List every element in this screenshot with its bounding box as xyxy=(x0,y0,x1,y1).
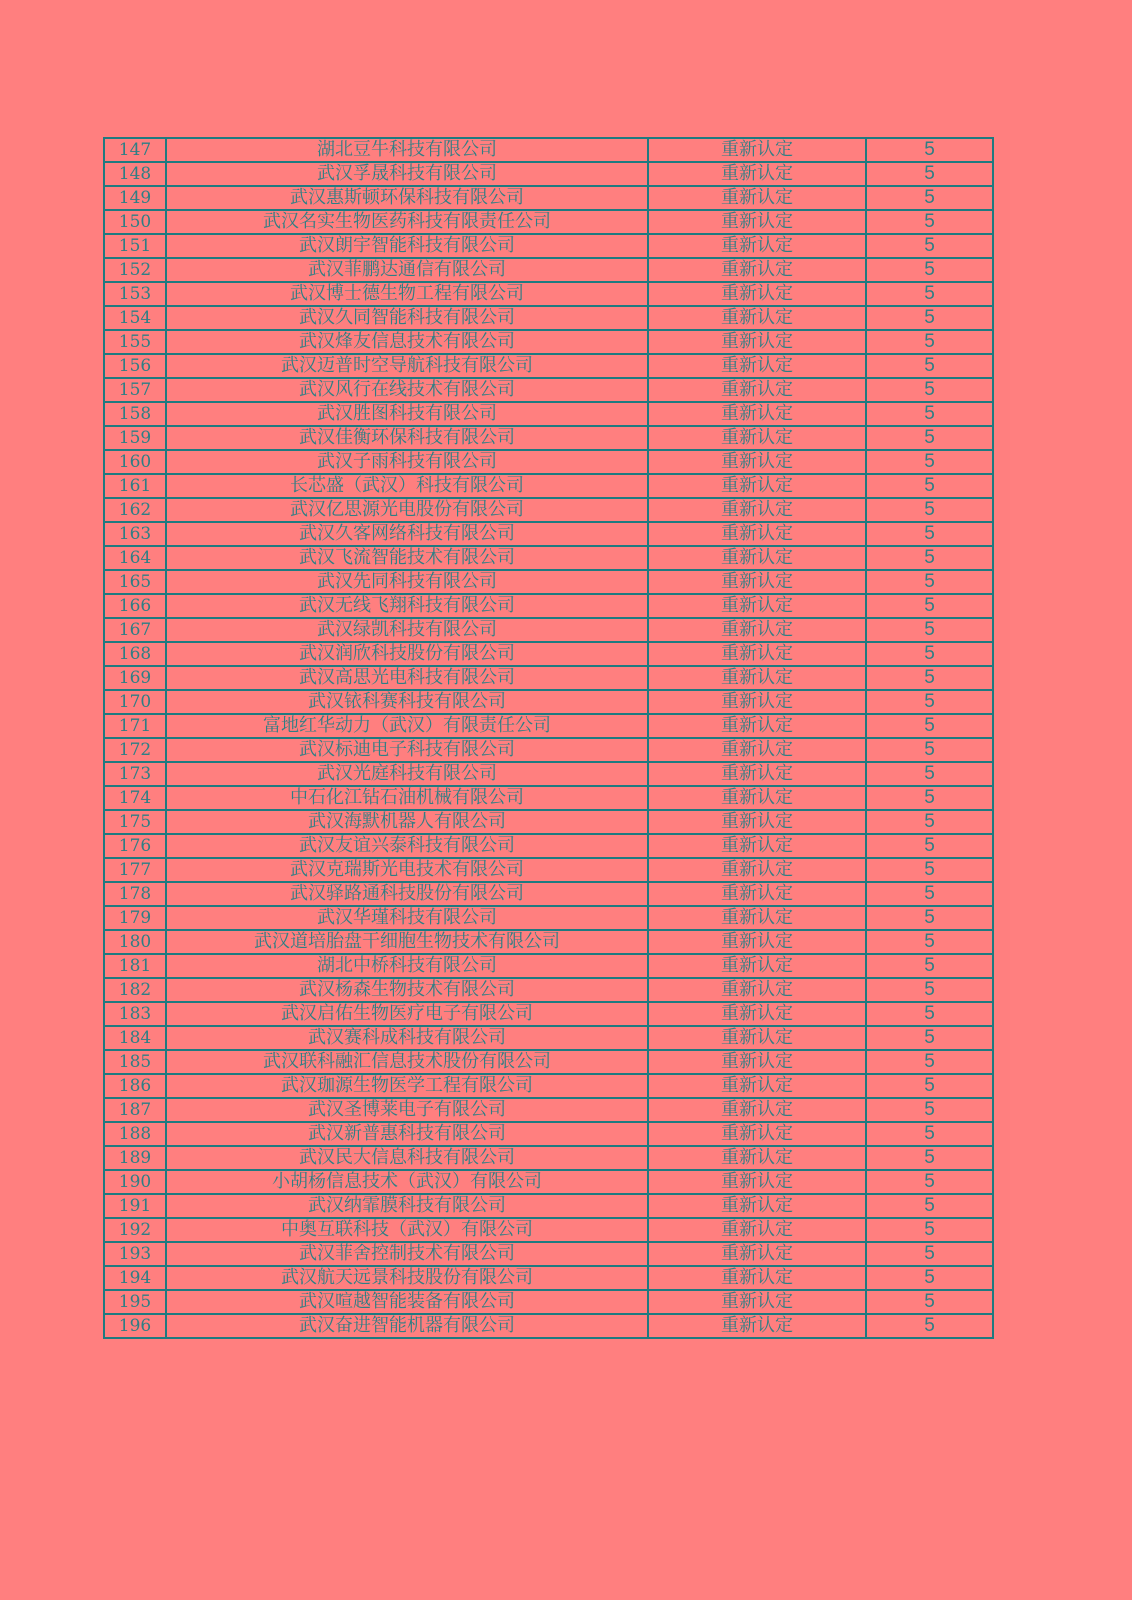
table-row xyxy=(104,1218,993,1242)
certification-type-cell: 重新认定 xyxy=(648,234,866,258)
company-name-cell: 武汉光庭科技有限公司 xyxy=(166,762,648,786)
company-name-cell: 武汉风行在线技术有限公司 xyxy=(166,378,648,402)
table-row xyxy=(104,1290,993,1314)
company-name-cell: 武汉烽友信息技术有限公司 xyxy=(166,330,648,354)
company-name-cell: 武汉博士德生物工程有限公司 xyxy=(166,282,648,306)
table-row xyxy=(104,930,993,954)
table-row xyxy=(104,402,993,426)
score-cell: 5 xyxy=(866,1314,993,1338)
certification-type-cell: 重新认定 xyxy=(648,834,866,858)
company-name-cell: 武汉新普惠科技有限公司 xyxy=(166,1122,648,1146)
certification-type-cell: 重新认定 xyxy=(648,1026,866,1050)
row-number-cell: 153 xyxy=(104,282,166,306)
certification-type-cell: 重新认定 xyxy=(648,450,866,474)
score-cell: 5 xyxy=(866,954,993,978)
table-row xyxy=(104,426,993,450)
certification-type-cell: 重新认定 xyxy=(648,1122,866,1146)
company-name-cell: 武汉子雨科技有限公司 xyxy=(166,450,648,474)
row-number-cell: 185 xyxy=(104,1050,166,1074)
row-number-cell: 159 xyxy=(104,426,166,450)
certification-type-cell: 重新认定 xyxy=(648,882,866,906)
company-name-cell: 武汉亿思源光电股份有限公司 xyxy=(166,498,648,522)
row-number-cell: 147 xyxy=(104,138,166,162)
company-name-cell: 武汉迈普时空导航科技有限公司 xyxy=(166,354,648,378)
company-name-cell: 富地红华动力（武汉）有限责任公司 xyxy=(166,714,648,738)
score-cell: 5 xyxy=(866,930,993,954)
company-name-cell: 武汉启佑生物医疗电子有限公司 xyxy=(166,1002,648,1026)
table-row xyxy=(104,1050,993,1074)
score-cell: 5 xyxy=(866,786,993,810)
table-row xyxy=(104,594,993,618)
certification-type-cell: 重新认定 xyxy=(648,906,866,930)
row-number-cell: 168 xyxy=(104,642,166,666)
row-number-cell: 175 xyxy=(104,810,166,834)
score-cell: 5 xyxy=(866,906,993,930)
certification-type-cell: 重新认定 xyxy=(648,402,866,426)
company-name-cell: 武汉胜图科技有限公司 xyxy=(166,402,648,426)
certification-type-cell: 重新认定 xyxy=(648,1290,866,1314)
certification-type-cell: 重新认定 xyxy=(648,258,866,282)
company-name-cell: 武汉友谊兴泰科技有限公司 xyxy=(166,834,648,858)
company-name-cell: 武汉联科融汇信息技术股份有限公司 xyxy=(166,1050,648,1074)
table-row xyxy=(104,1194,993,1218)
company-name-cell: 武汉赛科成科技有限公司 xyxy=(166,1026,648,1050)
row-number-cell: 160 xyxy=(104,450,166,474)
score-cell: 5 xyxy=(866,1074,993,1098)
row-number-cell: 186 xyxy=(104,1074,166,1098)
row-number-cell: 166 xyxy=(104,594,166,618)
score-cell: 5 xyxy=(866,546,993,570)
company-name-cell: 武汉纳霏膜科技有限公司 xyxy=(166,1194,648,1218)
table-row xyxy=(104,786,993,810)
score-cell: 5 xyxy=(866,978,993,1002)
certification-type-cell: 重新认定 xyxy=(648,162,866,186)
row-number-cell: 161 xyxy=(104,474,166,498)
score-cell: 5 xyxy=(866,234,993,258)
certification-type-cell: 重新认定 xyxy=(648,138,866,162)
company-name-cell: 武汉珈源生物医学工程有限公司 xyxy=(166,1074,648,1098)
certification-type-cell: 重新认定 xyxy=(648,1074,866,1098)
row-number-cell: 178 xyxy=(104,882,166,906)
certification-type-cell: 重新认定 xyxy=(648,594,866,618)
score-cell: 5 xyxy=(866,1170,993,1194)
certification-type-cell: 重新认定 xyxy=(648,546,866,570)
company-name-cell: 湖北豆牛科技有限公司 xyxy=(166,138,648,162)
score-cell: 5 xyxy=(866,642,993,666)
table-row xyxy=(104,354,993,378)
score-cell: 5 xyxy=(866,1146,993,1170)
score-cell: 5 xyxy=(866,1218,993,1242)
company-name-cell: 武汉名实生物医药科技有限责任公司 xyxy=(166,210,648,234)
score-cell: 5 xyxy=(866,570,993,594)
company-name-cell: 武汉无线飞翔科技有限公司 xyxy=(166,594,648,618)
certification-type-cell: 重新认定 xyxy=(648,498,866,522)
table-row xyxy=(104,282,993,306)
table-row xyxy=(104,234,993,258)
company-name-cell: 武汉民大信息科技有限公司 xyxy=(166,1146,648,1170)
score-cell: 5 xyxy=(866,1050,993,1074)
table-row xyxy=(104,1002,993,1026)
score-cell: 5 xyxy=(866,354,993,378)
company-name-cell: 武汉久同智能科技有限公司 xyxy=(166,306,648,330)
row-number-cell: 194 xyxy=(104,1266,166,1290)
table-row xyxy=(104,978,993,1002)
table-row xyxy=(104,210,993,234)
certification-type-cell: 重新认定 xyxy=(648,426,866,450)
table-row xyxy=(104,1242,993,1266)
certification-type-cell: 重新认定 xyxy=(648,1146,866,1170)
certification-type-cell: 重新认定 xyxy=(648,474,866,498)
company-name-cell: 武汉航天远景科技股份有限公司 xyxy=(166,1266,648,1290)
row-number-cell: 165 xyxy=(104,570,166,594)
company-name-cell: 武汉铱科赛科技有限公司 xyxy=(166,690,648,714)
score-cell: 5 xyxy=(866,1194,993,1218)
score-cell: 5 xyxy=(866,402,993,426)
certification-type-cell: 重新认定 xyxy=(648,1170,866,1194)
certification-type-cell: 重新认定 xyxy=(648,378,866,402)
table-row xyxy=(104,186,993,210)
table-row xyxy=(104,258,993,282)
table-row xyxy=(104,882,993,906)
row-number-cell: 188 xyxy=(104,1122,166,1146)
company-name-cell: 武汉惠斯顿环保科技有限公司 xyxy=(166,186,648,210)
certification-type-cell: 重新认定 xyxy=(648,666,866,690)
table-row xyxy=(104,762,993,786)
row-number-cell: 152 xyxy=(104,258,166,282)
company-name-cell: 长芯盛（武汉）科技有限公司 xyxy=(166,474,648,498)
certification-type-cell: 重新认定 xyxy=(648,954,866,978)
row-number-cell: 172 xyxy=(104,738,166,762)
score-cell: 5 xyxy=(866,1122,993,1146)
table-row xyxy=(104,618,993,642)
table-row xyxy=(104,738,993,762)
score-cell: 5 xyxy=(866,1290,993,1314)
score-cell: 5 xyxy=(866,282,993,306)
row-number-cell: 156 xyxy=(104,354,166,378)
certification-type-cell: 重新认定 xyxy=(648,690,866,714)
score-cell: 5 xyxy=(866,522,993,546)
table-row xyxy=(104,906,993,930)
company-name-cell: 湖北中桥科技有限公司 xyxy=(166,954,648,978)
company-name-cell: 武汉飞流智能技术有限公司 xyxy=(166,546,648,570)
company-name-cell: 武汉朗宇智能科技有限公司 xyxy=(166,234,648,258)
table-row xyxy=(104,1170,993,1194)
company-name-cell: 武汉绿凯科技有限公司 xyxy=(166,618,648,642)
certification-type-cell: 重新认定 xyxy=(648,210,866,234)
row-number-cell: 155 xyxy=(104,330,166,354)
row-number-cell: 192 xyxy=(104,1218,166,1242)
row-number-cell: 181 xyxy=(104,954,166,978)
table-row xyxy=(104,450,993,474)
company-name-cell: 武汉喧越智能装备有限公司 xyxy=(166,1290,648,1314)
score-cell: 5 xyxy=(866,1242,993,1266)
certification-type-cell: 重新认定 xyxy=(648,1242,866,1266)
score-cell: 5 xyxy=(866,138,993,162)
certification-type-cell: 重新认定 xyxy=(648,1218,866,1242)
row-number-cell: 158 xyxy=(104,402,166,426)
company-name-cell: 武汉奋进智能机器有限公司 xyxy=(166,1314,648,1338)
row-number-cell: 187 xyxy=(104,1098,166,1122)
table-body xyxy=(104,138,993,1338)
table-row xyxy=(104,162,993,186)
row-number-cell: 179 xyxy=(104,906,166,930)
table-row xyxy=(104,498,993,522)
score-cell: 5 xyxy=(866,210,993,234)
table-row xyxy=(104,834,993,858)
row-number-cell: 182 xyxy=(104,978,166,1002)
company-name-cell: 中奥互联科技（武汉）有限公司 xyxy=(166,1218,648,1242)
table-row xyxy=(104,1026,993,1050)
certification-type-cell: 重新认定 xyxy=(648,1002,866,1026)
certification-type-cell: 重新认定 xyxy=(648,1050,866,1074)
table-row xyxy=(104,954,993,978)
company-name-cell: 武汉华瑾科技有限公司 xyxy=(166,906,648,930)
company-name-cell: 武汉海默机器人有限公司 xyxy=(166,810,648,834)
table-row xyxy=(104,666,993,690)
table-row xyxy=(104,522,993,546)
table-row xyxy=(104,810,993,834)
table-row xyxy=(104,1098,993,1122)
table-row xyxy=(104,1122,993,1146)
table-row xyxy=(104,306,993,330)
certification-type-cell: 重新认定 xyxy=(648,714,866,738)
certification-type-cell: 重新认定 xyxy=(648,1098,866,1122)
certification-type-cell: 重新认定 xyxy=(648,1194,866,1218)
score-cell: 5 xyxy=(866,378,993,402)
certification-type-cell: 重新认定 xyxy=(648,786,866,810)
certification-type-cell: 重新认定 xyxy=(648,762,866,786)
company-name-cell: 武汉润欣科技股份有限公司 xyxy=(166,642,648,666)
row-number-cell: 189 xyxy=(104,1146,166,1170)
row-number-cell: 163 xyxy=(104,522,166,546)
certification-type-cell: 重新认定 xyxy=(648,282,866,306)
row-number-cell: 176 xyxy=(104,834,166,858)
company-name-cell: 武汉克瑞斯光电技术有限公司 xyxy=(166,858,648,882)
company-name-cell: 武汉菲鹏达通信有限公司 xyxy=(166,258,648,282)
score-cell: 5 xyxy=(866,882,993,906)
table-row xyxy=(104,570,993,594)
score-cell: 5 xyxy=(866,618,993,642)
row-number-cell: 193 xyxy=(104,1242,166,1266)
company-name-cell: 武汉驿路通科技股份有限公司 xyxy=(166,882,648,906)
certification-type-cell: 重新认定 xyxy=(648,858,866,882)
score-cell: 5 xyxy=(866,258,993,282)
certification-type-cell: 重新认定 xyxy=(648,738,866,762)
certification-type-cell: 重新认定 xyxy=(648,522,866,546)
score-cell: 5 xyxy=(866,714,993,738)
score-cell: 5 xyxy=(866,426,993,450)
table-row xyxy=(104,642,993,666)
certification-type-cell: 重新认定 xyxy=(648,306,866,330)
company-name-cell: 中石化江钻石油机械有限公司 xyxy=(166,786,648,810)
table-row xyxy=(104,378,993,402)
row-number-cell: 150 xyxy=(104,210,166,234)
row-number-cell: 195 xyxy=(104,1290,166,1314)
score-cell: 5 xyxy=(866,1002,993,1026)
table-row xyxy=(104,1266,993,1290)
table-row xyxy=(104,474,993,498)
score-cell: 5 xyxy=(866,450,993,474)
score-cell: 5 xyxy=(866,690,993,714)
certification-type-cell: 重新认定 xyxy=(648,810,866,834)
row-number-cell: 169 xyxy=(104,666,166,690)
certification-type-cell: 重新认定 xyxy=(648,618,866,642)
company-name-cell: 武汉孚晟科技有限公司 xyxy=(166,162,648,186)
table-row xyxy=(104,138,993,162)
row-number-cell: 174 xyxy=(104,786,166,810)
table-row xyxy=(104,330,993,354)
row-number-cell: 154 xyxy=(104,306,166,330)
row-number-cell: 173 xyxy=(104,762,166,786)
score-cell: 5 xyxy=(866,666,993,690)
row-number-cell: 148 xyxy=(104,162,166,186)
company-name-cell: 武汉道培胎盘干细胞生物技术有限公司 xyxy=(166,930,648,954)
table-row xyxy=(104,546,993,570)
row-number-cell: 151 xyxy=(104,234,166,258)
table-row xyxy=(104,858,993,882)
score-cell: 5 xyxy=(866,330,993,354)
table-row xyxy=(104,1146,993,1170)
score-cell: 5 xyxy=(866,738,993,762)
certification-type-cell: 重新认定 xyxy=(648,642,866,666)
company-name-cell: 武汉高思光电科技有限公司 xyxy=(166,666,648,690)
score-cell: 5 xyxy=(866,306,993,330)
row-number-cell: 162 xyxy=(104,498,166,522)
row-number-cell: 170 xyxy=(104,690,166,714)
row-number-cell: 157 xyxy=(104,378,166,402)
table-row xyxy=(104,1074,993,1098)
table-row xyxy=(104,714,993,738)
row-number-cell: 183 xyxy=(104,1002,166,1026)
score-cell: 5 xyxy=(866,810,993,834)
score-cell: 5 xyxy=(866,1026,993,1050)
certification-type-cell: 重新认定 xyxy=(648,186,866,210)
score-cell: 5 xyxy=(866,834,993,858)
company-name-cell: 武汉先同科技有限公司 xyxy=(166,570,648,594)
certification-type-cell: 重新认定 xyxy=(648,354,866,378)
row-number-cell: 177 xyxy=(104,858,166,882)
certification-type-cell: 重新认定 xyxy=(648,570,866,594)
company-name-cell: 小胡杨信息技术（武汉）有限公司 xyxy=(166,1170,648,1194)
row-number-cell: 190 xyxy=(104,1170,166,1194)
company-name-cell: 武汉杨森生物技术有限公司 xyxy=(166,978,648,1002)
company-name-cell: 武汉标迪电子科技有限公司 xyxy=(166,738,648,762)
score-cell: 5 xyxy=(866,498,993,522)
certification-type-cell: 重新认定 xyxy=(648,330,866,354)
row-number-cell: 184 xyxy=(104,1026,166,1050)
company-name-cell: 武汉久客网络科技有限公司 xyxy=(166,522,648,546)
row-number-cell: 171 xyxy=(104,714,166,738)
company-name-cell: 武汉菲舍控制技术有限公司 xyxy=(166,1242,648,1266)
score-cell: 5 xyxy=(866,762,993,786)
table-row xyxy=(104,1314,993,1338)
score-cell: 5 xyxy=(866,858,993,882)
row-number-cell: 149 xyxy=(104,186,166,210)
company-list-table xyxy=(103,137,994,1339)
row-number-cell: 196 xyxy=(104,1314,166,1338)
certification-type-cell: 重新认定 xyxy=(648,978,866,1002)
score-cell: 5 xyxy=(866,1266,993,1290)
score-cell: 5 xyxy=(866,474,993,498)
certification-type-cell: 重新认定 xyxy=(648,1314,866,1338)
score-cell: 5 xyxy=(866,186,993,210)
row-number-cell: 180 xyxy=(104,930,166,954)
score-cell: 5 xyxy=(866,1098,993,1122)
score-cell: 5 xyxy=(866,594,993,618)
certification-type-cell: 重新认定 xyxy=(648,930,866,954)
row-number-cell: 191 xyxy=(104,1194,166,1218)
company-name-cell: 武汉圣博莱电子有限公司 xyxy=(166,1098,648,1122)
score-cell: 5 xyxy=(866,162,993,186)
certification-type-cell: 重新认定 xyxy=(648,1266,866,1290)
company-name-cell: 武汉佳衡环保科技有限公司 xyxy=(166,426,648,450)
table-row xyxy=(104,690,993,714)
row-number-cell: 164 xyxy=(104,546,166,570)
row-number-cell: 167 xyxy=(104,618,166,642)
